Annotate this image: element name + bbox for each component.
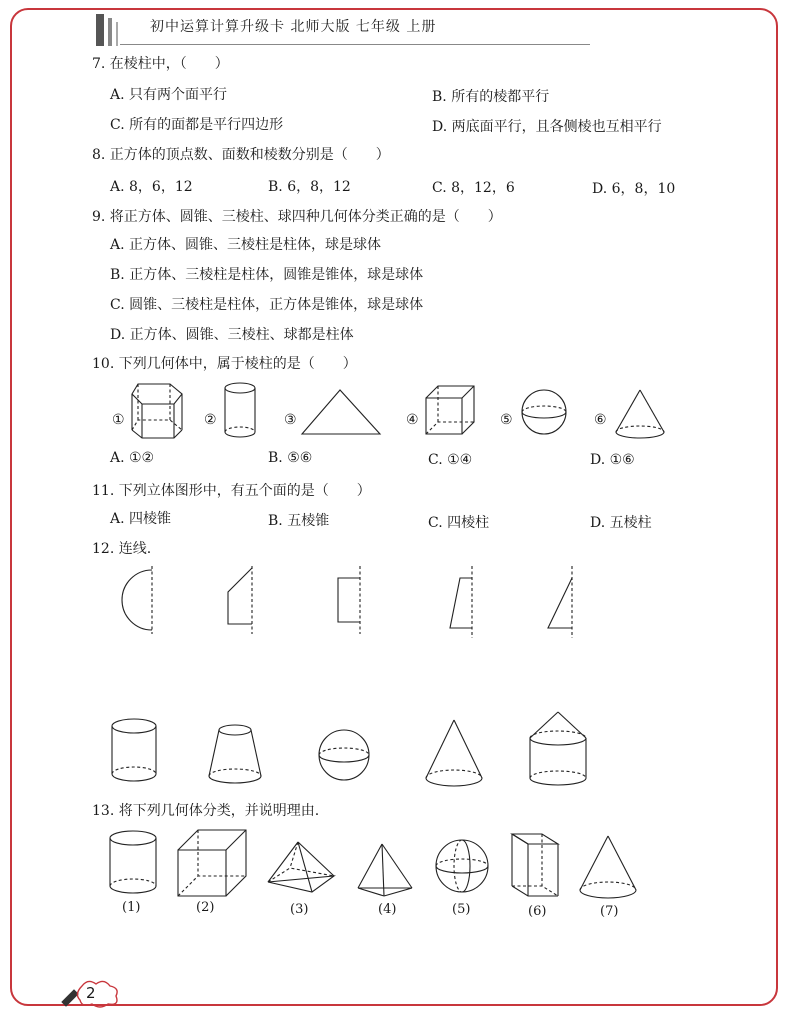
hexagonal-prism-icon xyxy=(130,382,186,440)
q12-stem: 12. 连线. xyxy=(92,541,152,557)
cone-icon xyxy=(424,718,486,788)
cylinder-icon xyxy=(110,718,160,784)
q9-option-b: B. 正方体、三棱柱是柱体，圆锥是锥体，球是球体 xyxy=(110,267,424,283)
cube-icon xyxy=(176,828,248,898)
triangular-prism-icon xyxy=(510,830,562,900)
q10-marker-2: ② xyxy=(204,412,217,428)
sphere-icon xyxy=(318,728,372,784)
right-triangle-section-icon xyxy=(544,566,578,638)
page-header xyxy=(96,14,596,40)
q13-label-5: (5) xyxy=(452,902,471,917)
q13-label-3: (3) xyxy=(290,902,309,917)
q7-stem: 7. 在棱柱中，（ ） xyxy=(92,56,229,72)
triangle-icon xyxy=(300,388,382,438)
q13-label-1: (1) xyxy=(122,900,141,915)
page-number-badge xyxy=(60,978,126,1008)
q8-option-a: A. 8，6，12 xyxy=(110,179,193,195)
trapezoid-section-icon xyxy=(448,566,478,638)
q10-marker-6: ⑥ xyxy=(594,412,607,428)
q10-option-c: C. ①④ xyxy=(428,452,473,468)
q11-option-c: C. 四棱柱 xyxy=(428,515,490,531)
q13-label-2: (2) xyxy=(196,900,215,915)
q11-option-a: A. 四棱锥 xyxy=(110,511,172,527)
q10-marker-5: ⑤ xyxy=(500,412,513,428)
sphere-icon xyxy=(520,388,570,438)
q8-stem: 8. 正方体的顶点数、面数和棱数分别是（ ） xyxy=(92,147,390,163)
q10-stem: 10. 下列几何体中，属于棱柱的是（ ） xyxy=(92,356,357,372)
q10-marker-3: ③ xyxy=(284,412,297,428)
page-number: 2 xyxy=(86,984,96,1002)
q13-label-7: (7) xyxy=(600,904,619,919)
q11-option-b: B. 五棱锥 xyxy=(268,513,330,529)
q7-option-c: C. 所有的面都是平行四边形 xyxy=(110,117,284,133)
q10-marker-4: ④ xyxy=(406,412,419,428)
q9-option-d: D. 正方体、圆锥、三棱柱、球都是柱体 xyxy=(110,327,354,343)
triangular-pyramid-icon xyxy=(356,842,416,898)
right-trapezoid-section-icon xyxy=(224,566,258,634)
square-pyramid-icon xyxy=(266,840,338,896)
half-circle-section-icon xyxy=(114,566,156,634)
q10-option-d: D. ①⑥ xyxy=(590,452,635,468)
q8-option-d: D. 6，8，10 xyxy=(592,181,676,197)
frustum-icon xyxy=(206,722,266,786)
cone-icon xyxy=(578,834,640,900)
q11-stem: 11. 下列立体图形中，有五个面的是（ ） xyxy=(92,483,371,499)
q9-option-c: C. 圆锥、三棱柱是柱体，正方体是锥体，球是球体 xyxy=(110,297,424,313)
q13-label-4: (4) xyxy=(378,902,397,917)
cube-icon xyxy=(424,384,476,438)
q13-stem: 13. 将下列几何体分类，并说明理由. xyxy=(92,803,320,819)
cylinder-icon xyxy=(224,382,258,440)
header-divider xyxy=(120,44,590,45)
header-title: 初中运算计算升级卡 北师大版 七年级 上册 xyxy=(150,19,437,35)
header-bars-decoration xyxy=(96,14,126,48)
cone-icon xyxy=(614,388,668,442)
q8-option-b: B. 6，8，12 xyxy=(268,179,351,195)
q8-option-c: C. 8，12，6 xyxy=(432,180,515,196)
q9-option-a: A. 正方体、圆锥、三棱柱是柱体，球是球体 xyxy=(110,237,382,253)
sphere-icon xyxy=(434,838,492,896)
q10-option-a: A. ①② xyxy=(110,450,155,466)
cylinder-icon xyxy=(108,830,160,896)
q9-stem: 9. 将正方体、圆锥、三棱柱、球四种几何体分类正确的是（ ） xyxy=(92,209,502,225)
q10-marker-1: ① xyxy=(112,412,125,428)
q7-option-a: A. 只有两个面平行 xyxy=(110,87,228,103)
q10-option-b: B. ⑤⑥ xyxy=(268,450,313,466)
q7-option-d: D. 两底面平行，且各侧棱也互相平行 xyxy=(432,119,662,135)
rectangle-section-icon xyxy=(334,566,364,634)
q11-option-d: D. 五棱柱 xyxy=(590,515,652,531)
cone-on-cylinder-icon xyxy=(528,710,590,790)
q13-label-6: (6) xyxy=(528,904,547,919)
q7-option-b: B. 所有的棱都平行 xyxy=(432,89,550,105)
